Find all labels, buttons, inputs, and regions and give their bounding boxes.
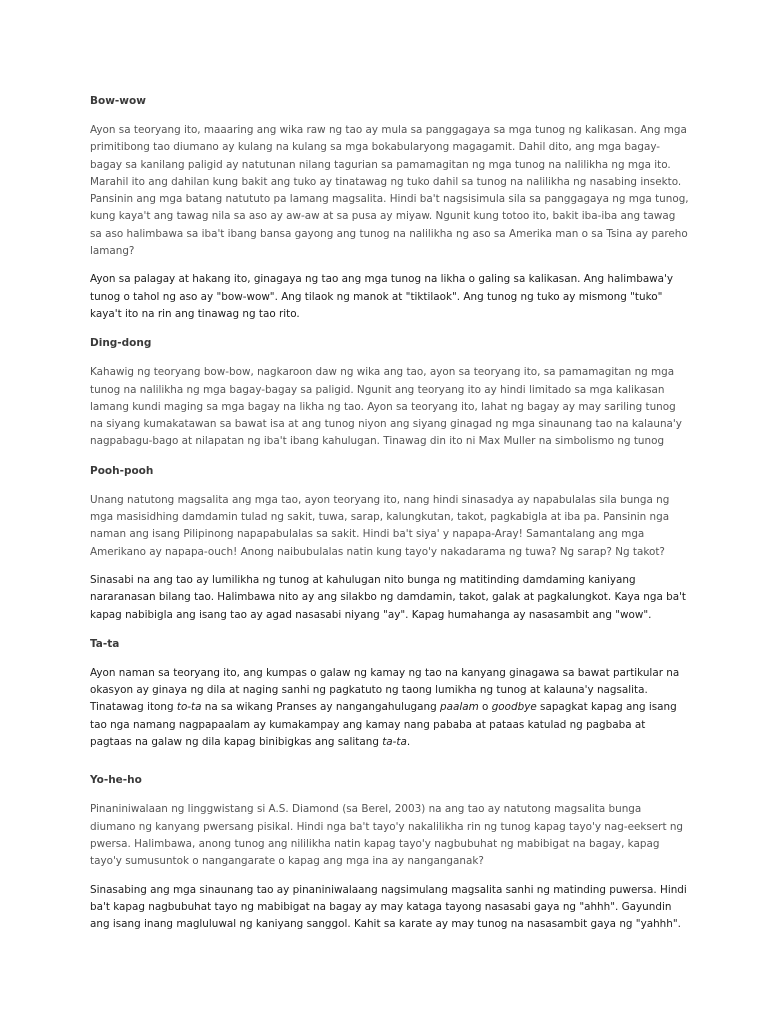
ta-ta-italic-1: to-ta <box>176 701 202 714</box>
ta-ta-text-5: . <box>406 736 411 749</box>
section-heading-ta-ta: Ta-ta <box>90 637 120 650</box>
yo-he-ho-paragraph-1: Pinaniniwalaan ng linggwistang si A.S. Diamond (sa Berel, 2003) na ang tao ay natutong magsalita bunga diumano ng kanyang pwersang pisikal. Hindi nga ba't tayo'y nakalilikha rin ng tunog kapag tayo'y nag-eeksert ng pwersa. Halimbawa, anong tunog ang nililikha natin kapag tayo'y nagbubuhat ng mabibigat na bagay, kapag tayo'y sumusuntok o nangangarate o kapag ang mga ina ay nanganganak? <box>90 803 684 868</box>
ding-dong-paragraph-1: Kahawig ng teoryang bow-bow, nagkaroon daw ng wika ang tao, ayon sa teoryang ito, sa pamamagitan ng mga tunog na nalilikha ng mga bagay-bagay sa paligid. Ngunit ang teoryang ito ay hindi limitado sa mga kalikasan lamang kundi maging sa mga bagay na likha ng tao. Ayon sa teoryang ito, lahat ng bagay ay may sariling tunog na siyang kumakatawan sa bawat isa at ang tunog niyon ang siyang ginagad ng mga sinaunang tao na kalauna'y nagpabagu-bago at nilapatan ng iba't ibang kahulugan. Tinawag din ito ni Max Muller na simbolismo ng tunog <box>90 366 682 448</box>
bow-wow-paragraph-2: Ayon sa palagay at hakang ito, ginagaya ng tao ang mga tunog na likha o galing sa kalikasan. Ang halimbawa'y tunog o tahol ng aso ay "bow-wow". Ang tilaok ng manok at "tiktilaok". Ang tunog ng tuko ay mismong "tuko" kaya't ito na rin ang tinawag ng tao rito. <box>90 273 674 320</box>
section-heading-pooh-pooh: Pooh-pooh <box>90 464 154 477</box>
pooh-pooh-paragraph-1: Unang natutong magsalita ang mga tao, ayon teoryang ito, nang hindi sinasadya ay napabulalas sila bunga ng mga masisidhing damdamin tulad ng sakit, tuwa, sarap, kalungkutan, takot, pagkabigla at iba pa. Pansinin nga naman ang isang Pilipinong napapabulalas sa sakit. Hindi ba't siya' y napapa-Aray! Samantalang ang mga Amerikano ay napapa-ouch! Anong naibubulalas natin kung tayo'y nakadarama ng tuwa? Ng sarap? Ng takot? <box>90 493 670 558</box>
ta-ta-text-3: o <box>478 701 492 714</box>
ta-ta-italic-2: paalam <box>440 701 479 714</box>
ta-ta-text-4: sapagkat kapag ang isang tao nga namang nagpapaalam ay kumakampay ang kamay nang pababa at pataas katulad ng pagbaba at pagtaas na galaw ng dila kapag binibigkas ang salitang <box>90 701 677 749</box>
ta-ta-italic-4: ta-ta <box>382 736 407 749</box>
ta-ta-paragraph-1 <box>90 665 690 751</box>
ta-ta-italic-3: goodbye <box>491 701 537 714</box>
ta-ta-text-2: na sa wikang Pranses ay nangangahulugang <box>201 701 441 714</box>
section-heading-ding-dong: Ding-dong <box>90 337 152 350</box>
section-heading-yo-he-ho: Yo-he-ho <box>90 774 142 787</box>
document-page <box>90 94 690 944</box>
yo-he-ho-paragraph-2: Sinasabing ang mga sinaunang tao ay pinaniniwalaang nagsimulang magsalita sanhi ng matinding puwersa. Hindi ba't kapag nagbubuhat tayo ng mabibigat na bagay ay may kataga tayong nasasabi gaya ng "ahhh". Gayundin ang isang inang magluluwal ng kaniyang sanggol. Kahit sa karate ay may tunog na nasasambit gaya ng "yahhh". <box>90 883 687 931</box>
ta-ta-text-1: Ayon naman sa teoryang ito, ang kumpas o galaw ng kamay ng tao na kanyang ginagawa sa bawat partikular na okasyon ay ginaya ng dila at naging sanhi ng pagkatuto ng taong lumikha ng tunog at kalauna'y nagsalita. Tinatawag itong <box>90 666 680 714</box>
pooh-pooh-paragraph-2: Sinasabi na ang tao ay lumilikha ng tunog at kahulugan nito bunga ng matitinding damdaming kaniyang nararanasan bilang tao. Halimbawa nito ay ang silakbo ng damdamin, takot, galak at pagkalungkot. Kaya nga ba't kapag nabibigla ang isang tao ay agad nasasabi niyang "ay". Kapag humahanga ay nasasambit ang "wow". <box>90 573 687 621</box>
section-heading-bow-wow: Bow-wow <box>90 95 146 107</box>
bow-wow-paragraph-1: Ayon sa teoryang ito, maaaring ang wika raw ng tao ay mula sa panggagaya sa mga tunog ng kalikasan. Ang mga primitibong tao diumano ay kulang na kulang sa mga bokabularyong magagamit. Dahil dito, ang mga bagay-bagay sa kanilang paligid ay natutunan nilang tagurian sa pamamagitan ng mga tunog na nalilikha ng mga ito. Marahil ito ang dahilan kung bakit ang tuko ay tinatawag ng tuko dahil sa tunog na nalilikha ng nasabing insekto. Pansinin ang mga batang natututo pa lamang magsalita. Hindi ba't nagsisimula sila sa panggagaya ng mga tunog, kung kaya't ang tawag nila sa aso ay aw-aw at sa pusa ay miyaw. Ngunit kung totoo ito, bakit iba-iba ang tawag sa aso halimbawa sa iba't ibang bansa gayong ang tunog na nalilikha ng aso sa Amerika man o sa Tsina ay pareho lamang? <box>90 124 689 258</box>
